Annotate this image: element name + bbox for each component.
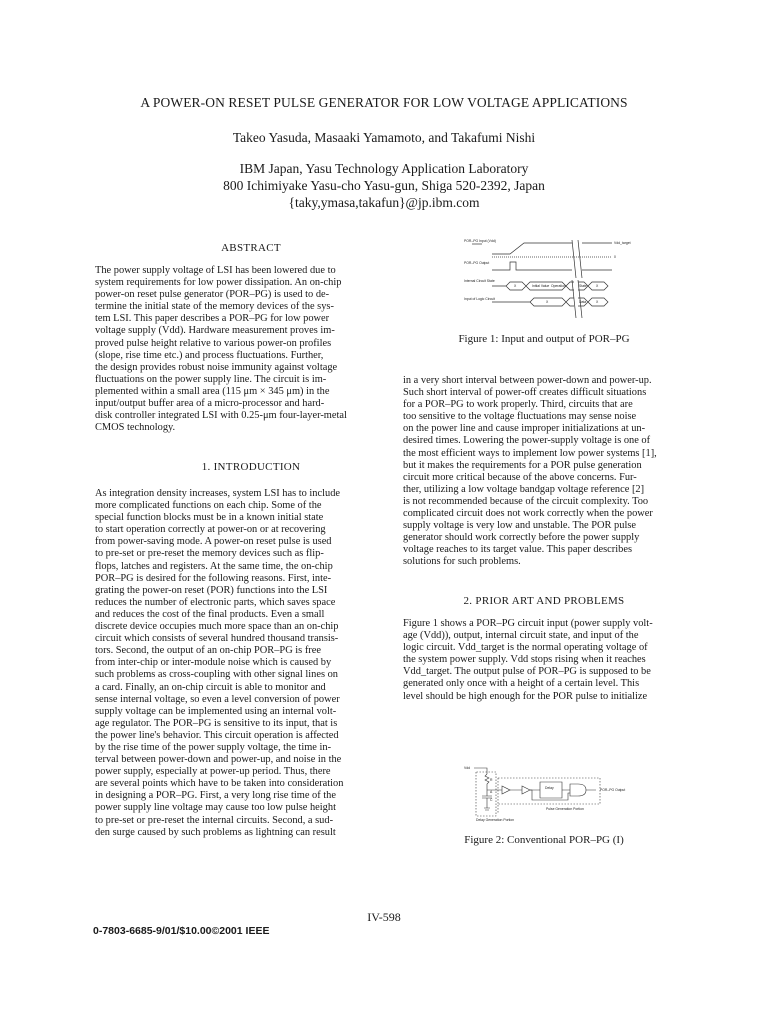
fig2-label-output: POR–PG Output [600,788,626,792]
fig2-label-c: C [490,798,493,802]
text-line: special function blocks must be in a known initial state [95,512,324,524]
affiliation-address: 800 Ichimiyake Yasu-cho Yasu-gun, Shiga 520-2392, Japan [223,178,545,193]
text-line: input/output buffer area of a micro-processor and hard- [95,398,325,410]
fig2-buffer-2 [510,786,530,794]
text-line: from power-saving mode. A power-on reset pulse is used [95,536,332,548]
fig1-vdd-trace [492,243,612,254]
paper-title: A POWER-ON RESET PULSE GENERATOR FOR LOW VOLTAGE APPLICATIONS [140,95,628,110]
text-line: fluctuations on the power supply line. The circuit is im- [95,373,327,385]
text-line: too sensitive to the voltage fluctuations may sense noise [403,411,637,423]
text-line: in designing a POR–PG. First, a very long rise time of the [95,790,336,802]
fig2-label-delay-portion: Delay Generation Portion [476,818,515,822]
copyright-line: 0-7803-6685-9/01/$10.00©2001 IEEE [93,925,270,937]
fig2-nand-gate [562,784,596,796]
affiliation-email: {taky,ymasa,takafun}@jp.ibm.com [288,195,480,210]
fig2-label-delay: Delay [545,786,554,790]
text-line: terval between power-down and power-up, and noise in the [95,754,342,766]
affiliation-block [0,160,768,211]
text-line: power-on reset pulse generator (POR–PG) is used to de- [95,289,330,301]
figure-2-circuit-diagram [462,760,642,822]
fig1-row-label-state: Internal Circuit State [464,279,495,283]
text-line: discrete device occupies much more space than an on-chip [95,621,339,633]
text-line: to pre-set or pre-reset the internal circuits. Second, a sud- [95,814,334,826]
fig1-label-data: Data [579,300,587,304]
abstract-body [95,265,407,434]
fig1-state-trace [492,282,608,290]
introduction-heading: 1. INTRODUCTION [201,461,301,473]
fig2-label-r: R [490,778,493,782]
fig1-label-logic-x2: X [596,300,599,304]
text-line: complicated circuit does not work correctly when the power [403,508,653,520]
text-line: to pre-set or pre-reset the memory devices such as flip- [95,548,324,560]
fig2-delay-portion-box [476,772,496,816]
text-line: for a POR–PG to work properly. Third, circuits that are [403,399,633,411]
text-line: in a very short interval between power-down and power-up. [403,375,652,386]
text-line: age (Vdd)), output, internal circuit state, and input of the [403,630,639,642]
text-line: such problems as cross-coupling with other signal lines on [95,669,338,681]
text-line: the design provides robust noise immunity against voltage [95,361,338,373]
text-line: from inter-chip or inter-module noise which is caused by [95,657,332,669]
text-line: the most efficient ways to implement low power systems [1], [403,447,657,459]
figure-1-caption: Figure 1: Input and output of POR–PG [458,333,630,345]
text-line: tem LSI. This paper describes a POR–PG for low power [95,313,330,325]
introduction-body [95,488,407,839]
text-line: the power line's behavior. This circuit operation is affected [95,729,339,741]
fig1-label-state-x1: X [514,284,517,288]
text-line: voltage reaches to its target value. This paper describes [403,544,632,556]
text-line: POR–PG is desired for the following reasons. First, inte- [95,572,332,584]
text-line: Such short interval of power-off creates difficult situations [403,387,647,399]
text-line: and reduces the cost of the final products. Even a small [95,608,325,620]
fig1-label-state: State [579,284,587,288]
text-line: by the rise time of the power supply voltage, the time in- [95,741,332,753]
text-line: on the power line and cause improper initializations at un- [403,423,646,435]
text-line: As integration density increases, system LSI has to include [95,488,340,499]
text-line: (slope, rise time etc.) and process fluctuations. Further, [95,349,324,361]
fig2-label-vdd: Vdd [464,766,471,770]
text-line: age regulator. The POR–PG is sensitive to its input, that is [95,717,338,729]
text-line: to start operation correctly at power-on or at recovering [95,524,326,536]
fig1-label-state-x2: X [596,284,599,288]
text-line: the system power supply. Vdd stops rising when it reaches [403,654,646,666]
text-line: ther, utilizing a low voltage bandgap voltage reference [2] [403,483,645,495]
text-line: voltage supply (Vdd). Hardware measurement proves im- [95,325,335,337]
text-line: grating the power-on reset (POR) functions into the LSI [95,584,328,596]
fig1-label-operation: Operation [551,284,566,288]
text-line: supply voltage is very low and unstable. The POR pulse [403,520,636,532]
fig1-label-vdd-target: Vdd_target [614,241,631,245]
text-line: disk controller integrated LSI with 0.25-μm four-layer-metal [95,410,347,422]
fig2-label-pulse-portion: Pulse Generation Portion [546,807,584,811]
text-line: circuit which consists of several hundred thousand transis- [95,633,339,645]
text-line: a card. Finally, an on-chip circuit is able to monitor and [95,681,326,693]
text-line: CMOS technology. [95,422,176,434]
fig2-delay-block [530,782,562,798]
text-line: circuit more critical because of the above concerns. Fur- [403,471,637,483]
text-line: desired times. Lowering the power-supply voltage is one of [403,435,651,447]
text-line: flops, latches and registers. At the same time, the on-chip [95,560,333,572]
fig1-row-label-input: POR–PG Input (Vdd) [464,239,496,243]
affiliation-institution: IBM Japan, Yasu Technology Application Laboratory [239,161,529,176]
text-line: is not recommended because of the circuit complexity. Too [403,495,649,507]
text-line: more complicated functions on each chip. Some of the [95,500,322,512]
text-line: Figure 1 shows a POR–PG circuit input (power supply volt- [403,618,653,629]
text-line: supply voltage can be implemented using an internal volt- [95,705,337,717]
section-2-body [403,618,685,703]
text-line: power supply line voltage may cause too low pulse height [95,802,336,814]
text-line: proved pulse height relative to various power-on profiles [95,337,332,349]
text-line: logic circuit. Vdd_target is the normal operating voltage of [403,642,648,654]
right-column-body [403,375,685,569]
text-line: plemented within a small area (115 μm × 345 μm) in the [95,385,330,397]
text-line: level should be high enough for the POR pulse to initialize [403,690,648,702]
section-2-heading: 2. PRIOR ART AND PROBLEMS [463,595,625,607]
fig1-row-label-logic: Input of Logic Circuit [464,297,495,301]
fig2-feedback-line [530,790,570,800]
text-line: but it makes the requirements for a POR pulse generation [403,459,642,471]
text-line: are several points which have to be taken into consideration [95,778,344,790]
fig2-label-a: A [490,790,493,794]
fig1-label-initial-value: Initial Value [532,284,550,288]
abstract-heading: ABSTRACT [221,242,281,254]
fig1-logic-trace [492,298,608,306]
figure-1-timing-diagram [462,238,642,324]
figure-2-caption: Figure 2: Conventional POR–PG (I) [464,834,624,846]
text-line: den surge caused by such problems as lightning can result [95,826,336,838]
fig1-row-label-output: POR–PG Output [464,261,490,265]
text-line: termine the initial state of the memory devices of the sys- [95,301,334,313]
text-line: reduces the number of electronic parts, which saves space [95,596,336,608]
text-line: generated only once with a height of a certain level. This [403,678,640,690]
text-line: system requirements for low power dissipation. An on-chip [95,277,342,289]
text-line: tors. Second, the output of an on-chip POR–PG is free [95,645,321,657]
text-line: generator should work correctly before the power supply [403,532,640,544]
author-list: Takeo Yasuda, Masaaki Yamamoto, and Takafumi Nishi [232,130,536,145]
text-line: solutions for such problems. [403,556,521,568]
fig1-label-zero: 0 [614,255,616,259]
page-number: IV-598 [367,910,401,924]
text-line: The power supply voltage of LSI has been lowered due to [95,265,336,276]
text-line: power supply, especially at power-up period. Thus, there [95,766,331,778]
fig1-label-logic-x1: X [546,300,549,304]
text-line: sense internal voltage, so even a level conversion of power [95,693,340,705]
fig1-por-output-trace [492,262,612,270]
text-line: Vdd_target. The output pulse of POR–PG is supposed to be [403,666,651,678]
